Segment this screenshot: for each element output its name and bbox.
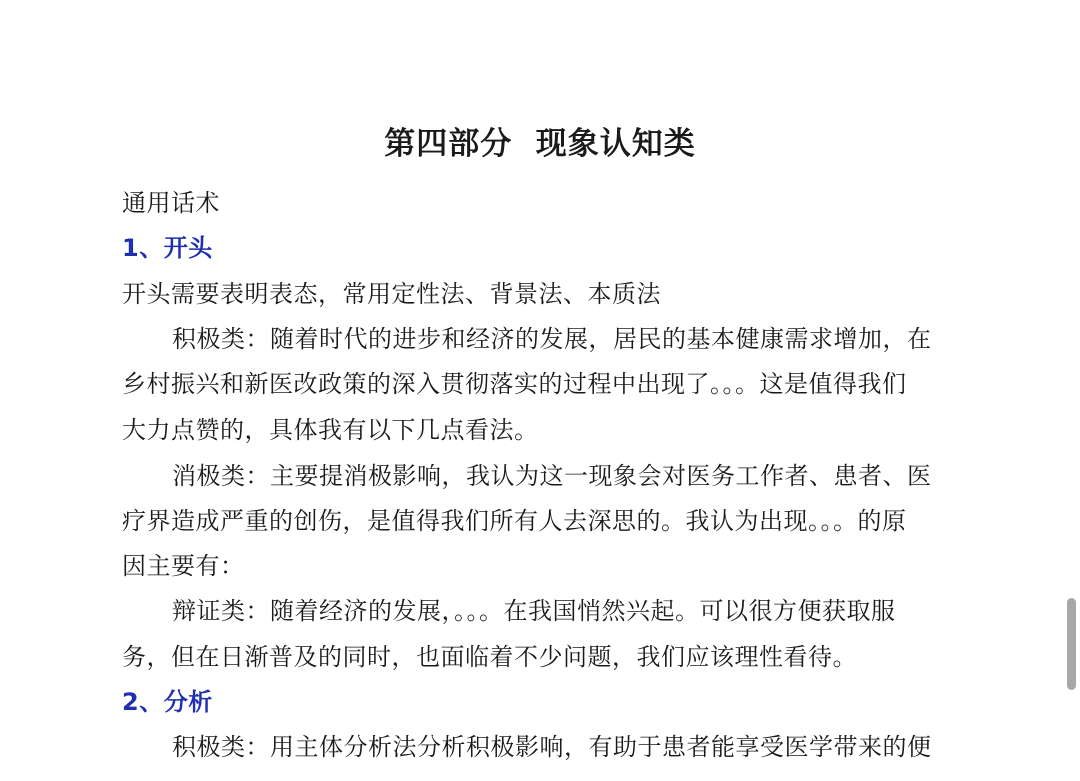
paragraph-dialectic-line-2: 务，但在日渐普及的同时，也面临着不少问题，我们应该理性看待。 [122, 643, 857, 671]
paragraph-negative-line-1: 消极类：主要提消极影响，我认为这一现象会对医务工作者、患者、医 [172, 462, 932, 490]
vertical-scrollbar[interactable] [1067, 598, 1076, 690]
intro-label: 通用话术 [122, 189, 220, 217]
paragraph-positive-line-2: 乡村振兴和新医改政策的深入贯彻落实的过程中出现了。。。这是值得我们 [122, 370, 907, 398]
paragraph-positive-line-1: 积极类：随着时代的进步和经济的发展，居民的基本健康需求增加，在 [172, 325, 932, 353]
section-lead-opening: 开头需要表明表态，常用定性法、背景法、本质法 [122, 280, 661, 308]
page-title: 第四部分 现象认知类 [384, 126, 696, 162]
section-heading-opening: 1、开头 [122, 234, 213, 262]
paragraph-negative-line-3: 因主要有： [122, 552, 245, 580]
paragraph-positive-line-3: 大力点赞的，具体我有以下几点看法。 [122, 416, 539, 444]
section-heading-analysis: 2、分析 [122, 688, 213, 716]
paragraph-negative-line-2: 疗界造成严重的创伤，是值得我们所有人去深思的。我认为出现。。。的原 [122, 507, 907, 535]
paragraph-dialectic-line-1: 辩证类：随着经济的发展，。。。在我国悄然兴起。可以很方便获取服 [172, 597, 896, 625]
paragraph-analysis-line-1: 积极类：用主体分析法分析积极影响，有助于患者能享受医学带来的便 [172, 733, 932, 761]
